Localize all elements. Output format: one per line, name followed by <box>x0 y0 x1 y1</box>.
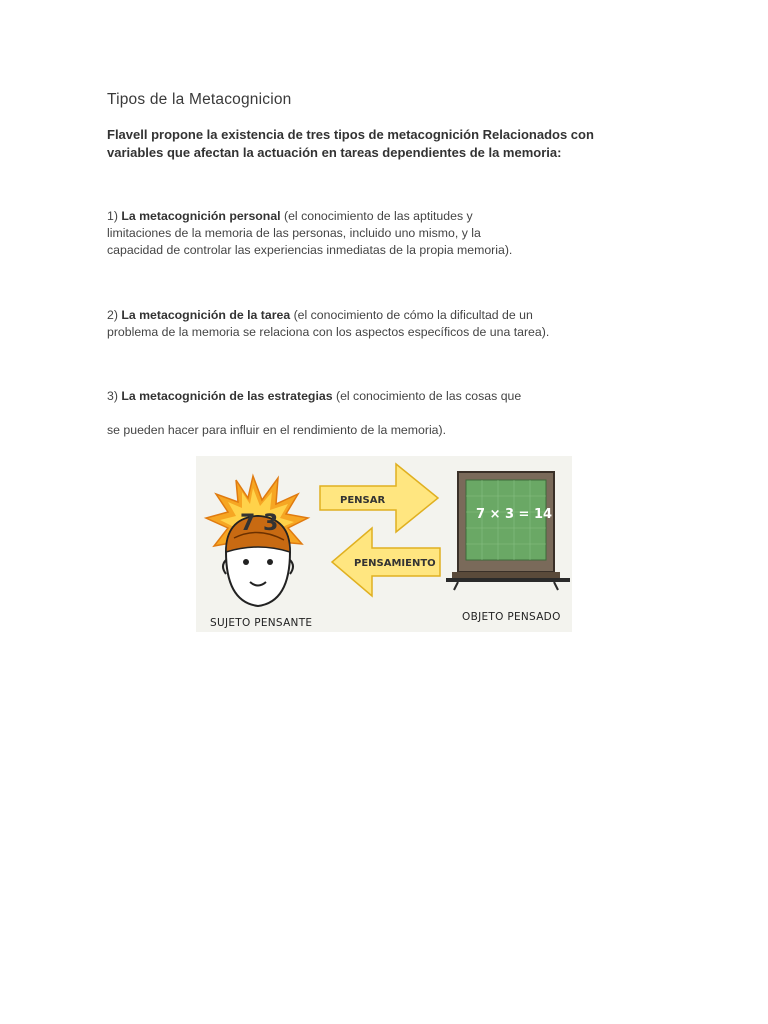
item-term: La metacognición personal <box>121 209 281 223</box>
item-strategies <box>107 388 627 405</box>
item-text: (el conocimiento de las aptitudes y limitaciones de la memoria de las personas, incluido uno mismo, y la capacidad de controlar las experiencias inmediatas de la propia memoria). <box>107 209 513 257</box>
item-task <box>107 307 577 341</box>
item-number: 1) <box>107 209 118 223</box>
arrow-right-icon <box>320 464 438 532</box>
intro-paragraph: Flavell propone la existencia de tres tipos de metacognición Relacionados con variables que afectan la actuación en tareas dependientes de la memoria: <box>107 127 594 160</box>
right-caption: OBJETO PENSADO <box>462 611 561 623</box>
board-equation: 7 × 3 = 14 <box>476 507 553 522</box>
item-strategies-continuation: se pueden hacer para influir en el rendimiento de la memoria). <box>107 423 447 437</box>
item-number: 2) <box>107 308 118 322</box>
item-term: La metacognición de la tarea <box>121 308 291 322</box>
blackboard-icon <box>446 472 570 590</box>
item-text: (el conocimiento de las cosas que <box>335 389 522 403</box>
arrow-left-label: PENSAMIENTO <box>354 558 436 569</box>
illustration-svg <box>196 456 572 632</box>
thinking-head-icon <box>223 511 293 606</box>
item-term: La metacognición de las estrategias <box>121 389 333 403</box>
arrow-left-icon <box>332 528 440 596</box>
item-personal <box>107 208 537 259</box>
arrow-right-label: PENSAR <box>340 495 386 506</box>
item-text: (el conocimiento de cómo la dificultad de un problema de la memoria se relaciona con los aspectos específicos de una tarea). <box>107 308 550 339</box>
item-number: 3) <box>107 389 118 403</box>
metacognition-illustration <box>196 456 572 632</box>
page-title: Tipos de la Metacognicion <box>107 91 292 108</box>
head-numbers: 7 3 <box>240 511 279 536</box>
left-caption: SUJETO PENSANTE <box>210 617 313 629</box>
